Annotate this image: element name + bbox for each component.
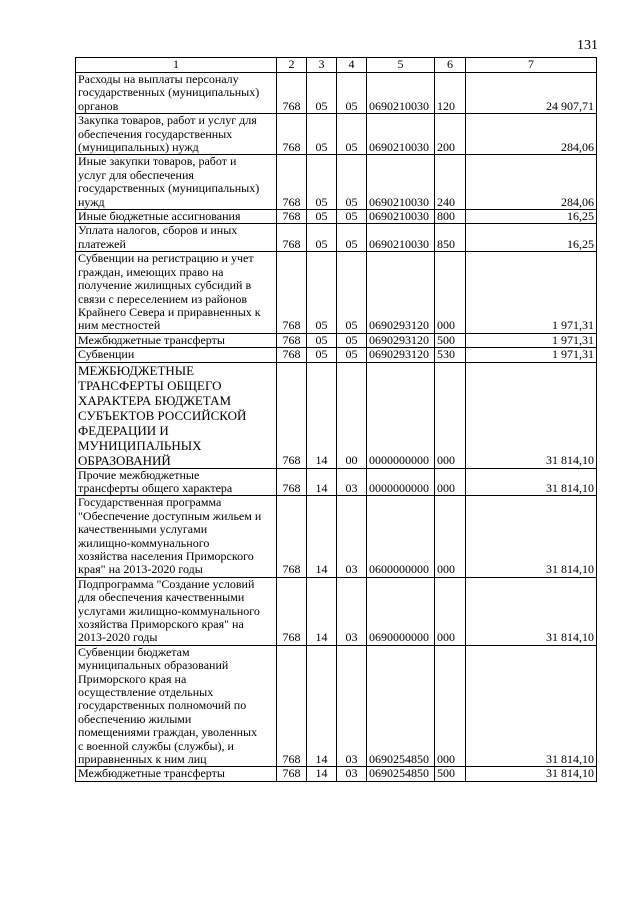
- row-code-subsection: 03: [337, 577, 367, 645]
- row-code-target: 0690210030: [367, 73, 435, 114]
- row-name: Подпрограмма "Создание условий для обеспечения качественными услугами жилищно-коммунального хозяйства Приморского края" на 2013-2020 годы: [76, 577, 277, 645]
- table-row: [76, 348, 597, 362]
- budget-table: [75, 57, 597, 782]
- row-amount: 31 814,10: [466, 496, 597, 577]
- row-code-subsection: 05: [337, 114, 367, 155]
- row-code-admin: 768: [277, 496, 307, 577]
- row-code-admin: 768: [277, 210, 307, 224]
- row-name: Иные закупки товаров, работ и услуг для обеспечения государственных (муниципальных) нужд: [76, 155, 277, 210]
- row-code-admin: 768: [277, 114, 307, 155]
- column-header: 1: [76, 58, 277, 73]
- row-code-subsection: 05: [337, 252, 367, 333]
- row-name: Субвенции на регистрацию и учет граждан, имеющих право на получение жилищных субсидий в связи с переселением из районов Крайнего Севера и приравненных к ним местностей: [76, 252, 277, 333]
- table-row: [76, 224, 597, 252]
- row-code-expense: 800: [435, 210, 466, 224]
- row-amount: 284,06: [466, 155, 597, 210]
- table-row: [76, 645, 597, 767]
- table-row: [76, 155, 597, 210]
- row-code-subsection: 05: [337, 333, 367, 347]
- row-code-section: 05: [307, 210, 337, 224]
- row-code-section: 14: [307, 496, 337, 577]
- row-name: Уплата налогов, сборов и иных платежей: [76, 224, 277, 252]
- row-code-admin: 768: [277, 73, 307, 114]
- row-name: Субвенции: [76, 348, 277, 362]
- row-code-section: 14: [307, 468, 337, 496]
- column-header: 4: [337, 58, 367, 73]
- row-code-target: 0690210030: [367, 210, 435, 224]
- row-code-section: 14: [307, 767, 337, 781]
- page-number: 131: [577, 38, 598, 53]
- row-code-expense: 000: [435, 468, 466, 496]
- table-row: [76, 577, 597, 645]
- row-amount: 24 907,71: [466, 73, 597, 114]
- row-code-section: 05: [307, 252, 337, 333]
- row-amount: 31 814,10: [466, 468, 597, 496]
- column-header: 5: [367, 58, 435, 73]
- row-code-target: 0690293120: [367, 348, 435, 362]
- row-code-admin: 768: [277, 767, 307, 781]
- row-code-target: 0690293120: [367, 252, 435, 333]
- table-row: [76, 333, 597, 347]
- row-amount: 16,25: [466, 224, 597, 252]
- row-code-expense: 850: [435, 224, 466, 252]
- row-code-section: 14: [307, 577, 337, 645]
- row-code-subsection: 00: [337, 362, 367, 468]
- row-code-expense: 200: [435, 114, 466, 155]
- row-name: Межбюджетные трансферты: [76, 333, 277, 347]
- table-row: [76, 496, 597, 577]
- row-code-expense: 500: [435, 767, 466, 781]
- row-name: Межбюджетные трансферты: [76, 767, 277, 781]
- column-header: 3: [307, 58, 337, 73]
- row-amount: 31 814,10: [466, 767, 597, 781]
- row-code-admin: 768: [277, 252, 307, 333]
- table-row: [76, 114, 597, 155]
- row-code-expense: 120: [435, 73, 466, 114]
- row-code-target: 0690210030: [367, 155, 435, 210]
- row-code-admin: 768: [277, 577, 307, 645]
- row-code-target: 0690210030: [367, 224, 435, 252]
- row-amount: 31 814,10: [466, 362, 597, 468]
- row-code-subsection: 03: [337, 496, 367, 577]
- row-code-subsection: 05: [337, 210, 367, 224]
- row-code-target: 0600000000: [367, 496, 435, 577]
- column-header: 6: [435, 58, 466, 73]
- row-code-section: 05: [307, 333, 337, 347]
- row-code-admin: 768: [277, 362, 307, 468]
- row-code-admin: 768: [277, 155, 307, 210]
- row-code-section: 14: [307, 645, 337, 767]
- row-code-expense: 000: [435, 252, 466, 333]
- row-name: Расходы на выплаты персоналу государственных (муниципальных) органов: [76, 73, 277, 114]
- row-amount: 31 814,10: [466, 577, 597, 645]
- row-name: Прочие межбюджетные трансферты общего характера: [76, 468, 277, 496]
- row-amount: 16,25: [466, 210, 597, 224]
- row-code-admin: 768: [277, 333, 307, 347]
- row-code-target: 0690210030: [367, 114, 435, 155]
- table-row: [76, 252, 597, 333]
- row-code-subsection: 05: [337, 73, 367, 114]
- row-amount: 284,06: [466, 114, 597, 155]
- table-row: [76, 468, 597, 496]
- row-amount: 1 971,31: [466, 348, 597, 362]
- row-code-section: 05: [307, 73, 337, 114]
- row-code-section: 05: [307, 155, 337, 210]
- column-header: 2: [277, 58, 307, 73]
- row-name: Субвенции бюджетам муниципальных образований Приморского края на осуществление отдельных государственных полномочий по обеспечению жилыми помещениями граждан, уволенных с военной службы (службы), и приравненных к ним лиц: [76, 645, 277, 767]
- row-code-admin: 768: [277, 224, 307, 252]
- row-code-section: 05: [307, 224, 337, 252]
- row-code-admin: 768: [277, 348, 307, 362]
- row-code-expense: 530: [435, 348, 466, 362]
- row-code-expense: 000: [435, 362, 466, 468]
- column-header: 7: [466, 58, 597, 73]
- row-code-target: 0690293120: [367, 333, 435, 347]
- row-code-section: 05: [307, 114, 337, 155]
- table-row: [76, 73, 597, 114]
- row-code-subsection: 05: [337, 348, 367, 362]
- row-name: Государственная программа "Обеспечение доступным жильем и качественными услугами жилищно-коммунального хозяйства населения Приморского края" на 2013-2020 годы: [76, 496, 277, 577]
- row-code-section: 05: [307, 348, 337, 362]
- row-code-expense: 500: [435, 333, 466, 347]
- row-code-subsection: 03: [337, 767, 367, 781]
- row-code-target: 0000000000: [367, 362, 435, 468]
- row-code-admin: 768: [277, 468, 307, 496]
- row-amount: 31 814,10: [466, 645, 597, 767]
- row-code-target: 0690000000: [367, 577, 435, 645]
- row-code-expense: 240: [435, 155, 466, 210]
- row-code-target: 0000000000: [367, 468, 435, 496]
- row-code-subsection: 03: [337, 468, 367, 496]
- row-code-expense: 000: [435, 496, 466, 577]
- row-code-subsection: 05: [337, 224, 367, 252]
- row-code-subsection: 05: [337, 155, 367, 210]
- header-row: [76, 58, 597, 73]
- row-name: МЕЖБЮДЖЕТНЫЕ ТРАНСФЕРТЫ ОБЩЕГО ХАРАКТЕРА БЮДЖЕТАМ СУБЪЕКТОВ РОССИЙСКОЙ ФЕДЕРАЦИИ И МУНИЦИПАЛЬНЫХ ОБРАЗОВАНИЙ: [76, 362, 277, 468]
- row-amount: 1 971,31: [466, 252, 597, 333]
- row-code-expense: 000: [435, 577, 466, 645]
- table-row: [76, 210, 597, 224]
- row-code-admin: 768: [277, 645, 307, 767]
- row-code-subsection: 03: [337, 645, 367, 767]
- table-row: [76, 767, 597, 781]
- row-code-expense: 000: [435, 645, 466, 767]
- row-code-target: 0690254850: [367, 645, 435, 767]
- row-amount: 1 971,31: [466, 333, 597, 347]
- row-name: Иные бюджетные ассигнования: [76, 210, 277, 224]
- row-code-section: 14: [307, 362, 337, 468]
- table-row: [76, 362, 597, 468]
- row-code-target: 0690254850: [367, 767, 435, 781]
- row-name: Закупка товаров, работ и услуг для обеспечения государственных (муниципальных) нужд: [76, 114, 277, 155]
